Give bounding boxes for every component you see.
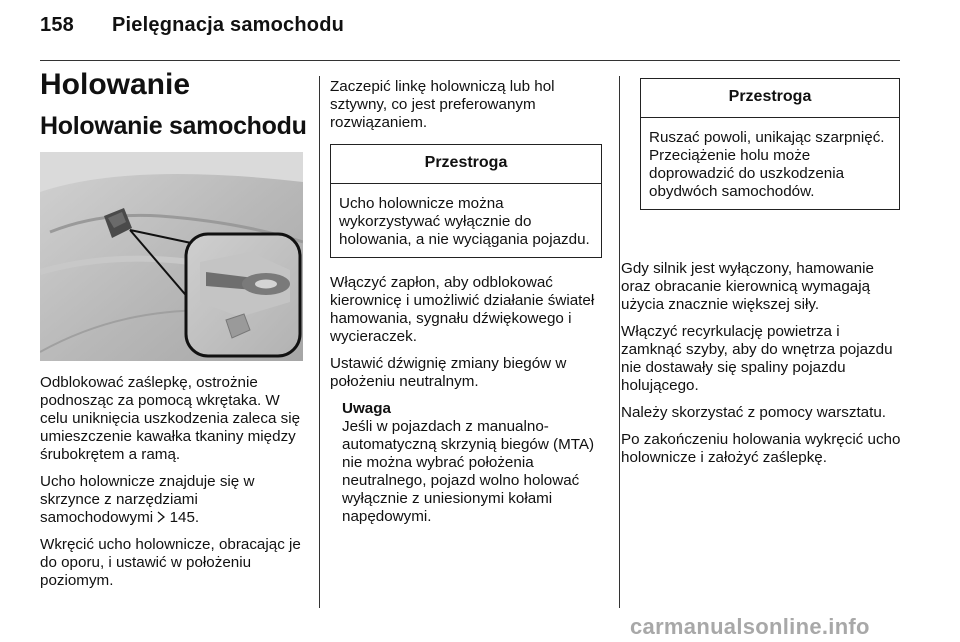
caution-title: Przestroga (331, 145, 601, 184)
paragraph-text: Ucho holownicze znajduje się w skrzynce z narzędziami samochodowymi (40, 473, 255, 526)
paragraph: Włączyć zapłon, aby odblokować kierownicę i umożliwić działanie świateł hamowania, sygnału dźwiękowego i wycieraczek. (330, 274, 595, 345)
paragraph-with-reference (40, 473, 306, 527)
note-text: Jeśli w pojazdach z manualno-automatyczną skrzynią biegów (MTA) nie można wybrać położenia neutralnego, pojazd wolno holować wyłącznie z uniesionymi kołami napędowymi. (342, 418, 595, 525)
header-rule (40, 60, 900, 61)
column-2 (330, 78, 602, 535)
paragraph: Włączyć recyrkulację powietrza i zamknąć szyby, aby do wnętrza pojazdu nie dostawały się spaliny pojazdu holującego. (621, 323, 893, 394)
paragraph: Gdy silnik jest wyłączony, hamowanie oraz obracanie kierownicą wymagają użycia znacznie większej siły. (621, 260, 874, 313)
column-divider (319, 76, 320, 608)
page-number: 158 (40, 14, 74, 36)
caution-text: Ucho holownicze można wykorzystywać wyłącznie do holowania, a nie wyciągania pojazdu. (339, 195, 590, 248)
column-1 (40, 374, 306, 599)
tow-eye-illustration (40, 152, 303, 361)
note-title: Uwaga (342, 400, 391, 417)
paragraph: Wkręcić ucho holownicze, obracając je do oporu, i ustawić w położeniu poziomym. (40, 536, 301, 589)
section-title: Holowanie (40, 68, 191, 101)
paragraph: Ustawić dźwignię zmiany biegów w położeniu neutralnym. (330, 355, 567, 390)
watermark: carmanualsonline.info (630, 614, 870, 639)
caution-box (330, 144, 602, 258)
column-divider (619, 76, 620, 608)
caution-box (640, 78, 900, 210)
note-block (330, 400, 602, 526)
paragraph: Odblokować zaślepkę, ostrożnie podnosząc za pomocą wkrętaka. W celu uniknięcia uszkodzenia zaleca się umieszczenie kawałka tkaniny między śrubokrętem a ramą. (40, 374, 301, 463)
column-3 (621, 260, 903, 476)
column-3-top (640, 78, 900, 226)
caution-title: Przestroga (641, 79, 899, 118)
caution-text: Ruszać powoli, unikając szarpnięć. Przeciążenie holu może doprowadzić do uszkodzenia obydwóch samochodów. (649, 129, 885, 200)
page-header-title: Pielęgnacja samochodu (112, 14, 345, 36)
page-reference: 145. (169, 509, 200, 526)
paragraph: Zaczepić linkę holowniczą lub hol sztywny, co jest preferowanym rozwiązaniem. (330, 78, 555, 131)
paragraph: Po zakończeniu holowania wykręcić ucho holownicze i założyć zaślepkę. (621, 431, 901, 466)
reference-arrow-icon (157, 511, 165, 523)
paragraph: Należy skorzystać z pomocy warsztatu. (621, 404, 887, 421)
subsection-title: Holowanie samochodu (40, 112, 307, 140)
